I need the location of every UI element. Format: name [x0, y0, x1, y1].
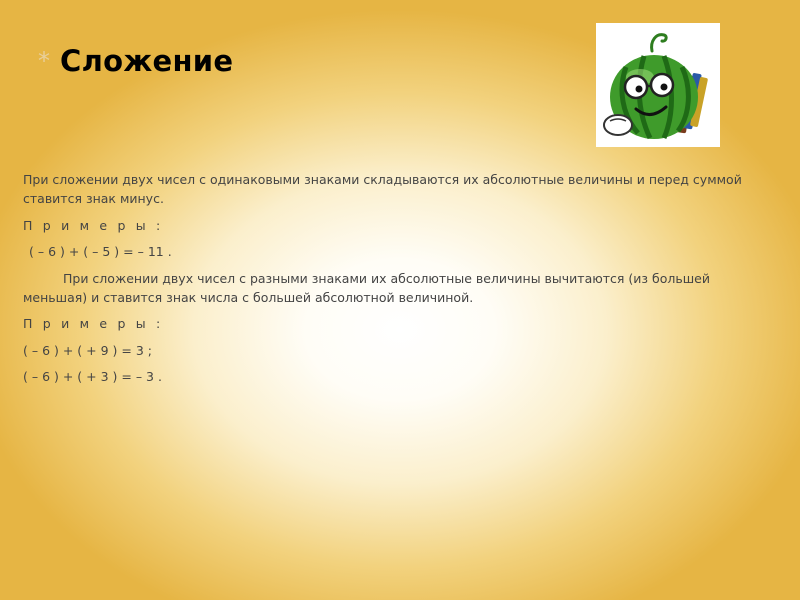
watermelon-illustration — [596, 23, 720, 147]
example-line: ( – 6 ) + ( + 9 ) = 3 ; — [23, 342, 152, 358]
example-line: ( – 6 ) + ( + 3 ) = – 3 . — [23, 369, 162, 384]
example-line: ( – 6 ) + ( – 5 ) = – 11 . — [29, 244, 172, 260]
watermelon-icon — [596, 23, 720, 147]
rule-same-signs: При сложении двух чисел с одинаковыми знаками складываются их абсолютные величины и перед суммой ставится знак минус. — [23, 172, 742, 207]
examples-label: П р и м е р ы : — [23, 316, 164, 332]
asterisk-bullet-icon: * — [38, 47, 50, 75]
title-row — [38, 44, 233, 78]
rule-different-signs: При сложении двух чисел с разными знаками их абсолютные величины вычитаются (из большей меньшая) и ставится знак числа с большей абсолютной величиной. — [23, 270, 710, 305]
slide-body — [23, 170, 743, 393]
slide-title: Сложение — [60, 44, 234, 78]
examples-label: П р и м е р ы : — [23, 217, 164, 233]
